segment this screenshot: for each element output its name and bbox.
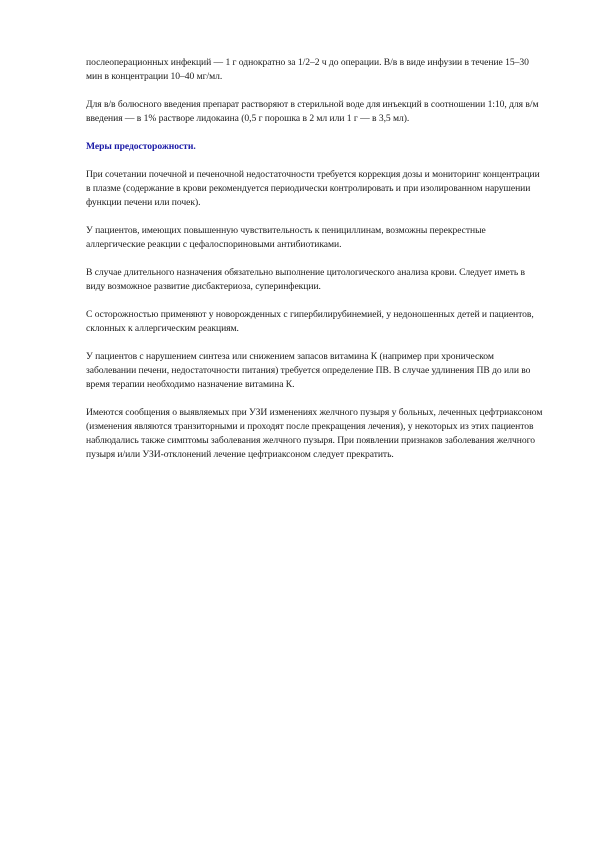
section-heading-precautions: Меры предосторожности. bbox=[86, 141, 196, 152]
paragraph-postoperative-infections: послеоперационных инфекций — 1 г однократно за 1/2–2 ч до операции. В/в в виде инфузии в течение 15–30 мин в концентрации 10–40 мг/мл. bbox=[86, 57, 529, 82]
paragraph-bolus-administration: Для в/в болюсного введения препарат растворяют в стерильной воде для инъекций в соотношении 1:10, для в/м введения — в 1% растворе лидокаина (0,5 г порошка в 2 мл или 1 г — в 3,5 мл). bbox=[86, 99, 539, 124]
paragraph-newborns-caution: С осторожностью применяют у новорожденных с гипербилирубинемией, у недоношенных детей и пациентов, склонных к аллергическим реакциям. bbox=[86, 309, 534, 334]
paragraph-long-term-use: В случае длительного назначения обязательно выполнение цитологического анализа крови. Следует иметь в виду возможное развитие дисбактериоза, суперинфекции. bbox=[86, 267, 525, 292]
paragraph-penicillin-sensitivity: У пациентов, имеющих повышенную чувствительность к пенициллинам, возможны перекрестные аллергические реакции с цефалоспориновыми антибиотиками. bbox=[86, 225, 486, 250]
document-body bbox=[86, 56, 546, 476]
paragraph-renal-hepatic-insufficiency: При сочетании почечной и печеночной недостаточности требуется коррекция дозы и мониторинг концентрации в плазме (содержание в крови рекомендуется периодически контролировать и при изолированном нарушении функции печени или почек). bbox=[86, 169, 540, 208]
paragraph-vitamin-k: У пациентов с нарушением синтеза или снижением запасов витамина К (например при хроническом заболевании печени, недостаточности питания) требуется определение ПВ. В случае удлинения ПВ до или во время терапии необходимо назначение витамина К. bbox=[86, 351, 531, 390]
paragraph-gallbladder-changes: Имеются сообщения о выявляемых при УЗИ изменениях желчного пузыря у больных, леченных цефтриаксоном (изменения являются транзиторными и проходят после прекращения лечения), у некоторых из этих пациентов наблюдались также симптомы заболевания желчного пузыря. При появлении признаков заболевания желчного пузыря и/или УЗИ-отклонений лечение цефтриаксоном следует прекратить. bbox=[86, 407, 543, 460]
